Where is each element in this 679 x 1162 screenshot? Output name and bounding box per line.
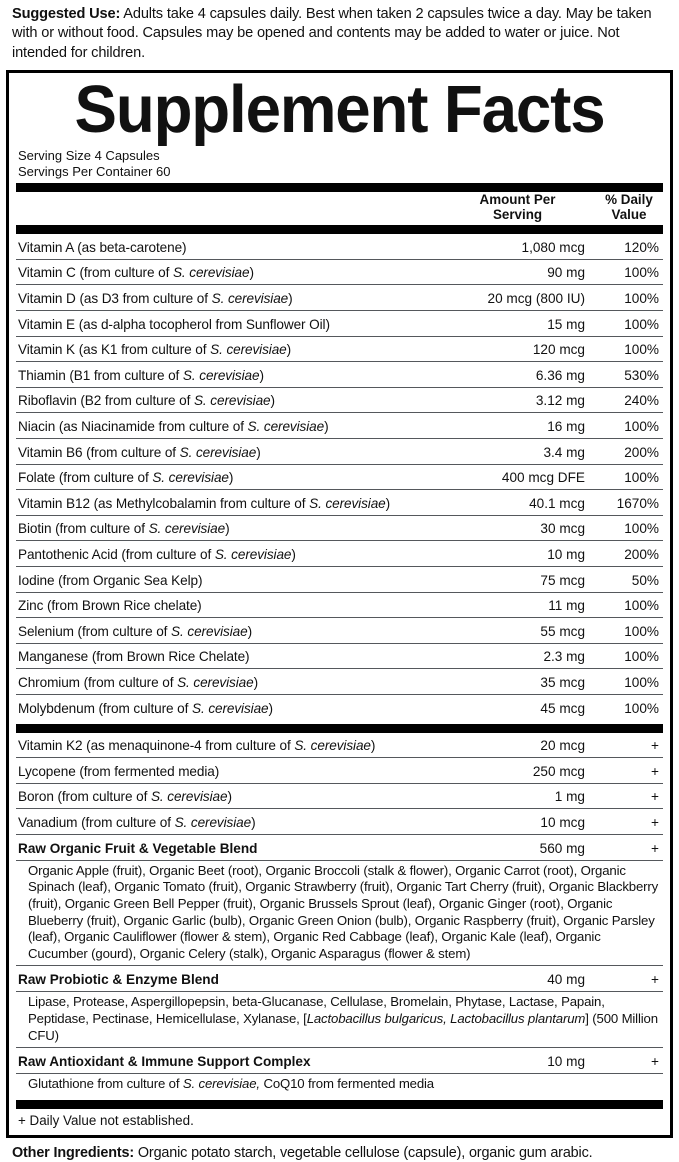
nutrient-daily-value: 100% xyxy=(595,515,663,541)
blend-row xyxy=(16,1048,663,1074)
page-title: Supplement Facts xyxy=(74,72,605,148)
blend-ingredients-row xyxy=(16,992,663,1048)
nutrient-daily-value: 100% xyxy=(595,285,663,311)
nutrient-name: Chromium (from culture of S. cerevisiae) xyxy=(16,669,440,695)
nutrient-daily-value: 100% xyxy=(595,592,663,618)
nutrition-table-secondary xyxy=(16,733,663,1096)
scientific-name: S. cerevisiae xyxy=(179,444,257,460)
nutrient-amount: 1 mg xyxy=(440,783,595,809)
blend-ingredients: Organic Apple (fruit), Organic Beet (root), Organic Broccoli (stalk & flower), Organic Carrot (root), Organic Spinach (leaf), Organic Tomato (fruit), Organic Strawberry (fruit), Organic Tart Cherry (fruit), Organic Blackberry (fruit), Organic Green Bell Pepper (fruit), Organic Brussels Sprout (leaf), Organic Ginger (root), Organic Blueberry (fruit), Organic Garlic (bulb), Organic Green Onion (bulb), Organic Raspberry (fruit), Organic Parsley (leaf), Organic Cauliflower (flower & stem), Organic Red Cabbage (leaf), Organic Kale (leaf), Organic Cucumber (gourd), Organic Celery (stalk), Organic Asparagus (flower & stem) xyxy=(16,860,663,966)
nutrient-name: Riboflavin (B2 from culture of S. cerevisiae) xyxy=(16,387,440,413)
nutrient-amount: 75 mcg xyxy=(440,566,595,592)
nutrient-amount: 16 mg xyxy=(440,413,595,439)
nutrient-amount: 55 mcg xyxy=(440,618,595,644)
column-header-amount xyxy=(440,192,595,222)
nutrient-amount: 40.1 mcg xyxy=(440,490,595,516)
amount-header-line1: Amount Per xyxy=(479,192,556,208)
scientific-name: S. cerevisiae xyxy=(171,623,248,639)
table-row xyxy=(16,362,663,388)
column-header-nutrient xyxy=(16,192,440,222)
nutrient-name: Vitamin D (as D3 from culture of S. cerevisiae) xyxy=(16,285,440,311)
nutrient-name: Zinc (from Brown Rice chelate) xyxy=(16,592,440,618)
nutrient-amount: 10 mg xyxy=(440,541,595,567)
nutrient-amount: 20 mcg (800 IU) xyxy=(440,285,595,311)
scientific-name: S. cerevisiae xyxy=(210,342,287,358)
table-row xyxy=(16,234,663,259)
scientific-name: S. cerevisiae xyxy=(247,418,325,434)
nutrient-amount: 35 mcg xyxy=(440,669,595,695)
nutrient-amount: 250 mcg xyxy=(440,758,595,784)
nutrient-daily-value: 1670% xyxy=(595,490,663,516)
nutrient-name: Vitamin K (as K1 from culture of S. cerevisiae) xyxy=(16,336,440,362)
supplement-facts-panel xyxy=(6,70,673,1138)
nutrient-amount: 20 mcg xyxy=(540,738,585,754)
dv-header-line2: Value xyxy=(611,207,647,223)
table-row xyxy=(16,285,663,311)
scientific-name: S. cerevisiae xyxy=(150,789,228,805)
nutrient-name: Molybdenum (from culture of S. cerevisiae) xyxy=(16,694,440,719)
nutrient-amount: 1,080 mcg xyxy=(521,239,585,255)
nutrient-name: Vitamin K2 (as menaquinone-4 from culture of S. cerevisiae) xyxy=(18,738,376,754)
table-row xyxy=(16,733,663,758)
nutrient-name: Vitamin C (from culture of S. cerevisiae) xyxy=(16,259,440,285)
scientific-name: S. cerevisiae xyxy=(174,814,252,830)
nutrient-amount: 2.3 mg xyxy=(440,643,595,669)
nutrient-name: Vitamin B6 (from culture of S. cerevisiae) xyxy=(16,438,440,464)
divider-thick-secondary xyxy=(16,724,663,733)
nutrient-name: Pantothenic Acid (from culture of S. cerevisiae) xyxy=(16,541,440,567)
blend-daily-value: + xyxy=(595,1048,663,1074)
nutrient-daily-value: 200% xyxy=(595,438,663,464)
nutrient-daily-value: 100% xyxy=(595,311,663,337)
nutrient-daily-value: 50% xyxy=(595,566,663,592)
table-row xyxy=(16,541,663,567)
divider-thick-bottom xyxy=(16,1100,663,1109)
scientific-name: S. cerevisiae xyxy=(152,470,229,486)
serving-info xyxy=(16,145,663,179)
nutrition-header-table xyxy=(16,192,663,222)
nutrient-amount: 120 mcg xyxy=(440,336,595,362)
nutrient-daily-value: 100% xyxy=(595,618,663,644)
amount-header-line2: Serving xyxy=(492,207,543,223)
nutrient-daily-value: 240% xyxy=(595,387,663,413)
nutrient-amount: 6.36 mg xyxy=(440,362,595,388)
scientific-name: S. cerevisiae xyxy=(214,546,292,562)
blend-ingredients-row xyxy=(16,860,663,966)
table-row xyxy=(16,618,663,644)
table-row xyxy=(16,783,663,809)
nutrient-daily-value: 120% xyxy=(624,239,659,255)
table-row xyxy=(16,413,663,439)
other-ingredients-block xyxy=(6,1138,673,1162)
nutrient-name: Vitamin E (as d-alpha tocopherol from Sunflower Oil) xyxy=(16,311,440,337)
nutrition-table-primary xyxy=(16,234,663,719)
blend-amount: 10 mg xyxy=(440,1048,595,1074)
nutrient-name: Niacin (as Niacinamide from culture of S. cerevisiae) xyxy=(16,413,440,439)
blend-row xyxy=(16,966,663,992)
blend-amount: 560 mg xyxy=(440,834,595,860)
dv-header-line1: % Daily xyxy=(605,192,653,208)
nutrient-name: Vitamin A (as beta-carotene) xyxy=(18,239,187,255)
table-row xyxy=(16,669,663,695)
blend-name: Raw Antioxidant & Immune Support Complex xyxy=(16,1048,440,1074)
scientific-name: S. cerevisiae, xyxy=(182,1076,260,1092)
blend-name: Raw Probiotic & Enzyme Blend xyxy=(16,966,440,992)
table-row xyxy=(16,809,663,835)
nutrient-amount: 30 mcg xyxy=(440,515,595,541)
nutrient-name: Iodine (from Organic Sea Kelp) xyxy=(16,566,440,592)
nutrient-daily-value: 100% xyxy=(595,336,663,362)
nutrient-daily-value: 100% xyxy=(595,464,663,490)
nutrient-name: Selenium (from culture of S. cerevisiae) xyxy=(16,618,440,644)
nutrient-daily-value: + xyxy=(595,809,663,835)
nutrient-amount: 3.4 mg xyxy=(440,438,595,464)
nutrient-name: Lycopene (from fermented media) xyxy=(16,758,440,784)
suggested-use-block xyxy=(6,0,673,63)
nutrient-daily-value: + xyxy=(595,758,663,784)
nutrient-name: Vanadium (from culture of S. cerevisiae) xyxy=(16,809,440,835)
table-row xyxy=(16,311,663,337)
nutrient-amount: 10 mcg xyxy=(440,809,595,835)
daily-value-footnote: + Daily Value not established. xyxy=(18,1112,194,1128)
blend-daily-value: + xyxy=(595,966,663,992)
scientific-name: Lactobacillus bulgaricus, Lactobacillus plantarum xyxy=(306,1011,586,1027)
nutrient-daily-value: 100% xyxy=(595,669,663,695)
table-row xyxy=(16,387,663,413)
blend-daily-value: + xyxy=(595,834,663,860)
table-row xyxy=(16,643,663,669)
other-ingredients-label: Other Ingredients: xyxy=(12,1144,135,1161)
serving-size: Serving Size 4 Capsules xyxy=(18,148,160,164)
nutrient-name: Vitamin B12 (as Methylcobalamin from culture of S. cerevisiae) xyxy=(16,490,440,516)
table-row xyxy=(16,438,663,464)
nutrient-daily-value: 200% xyxy=(595,541,663,567)
nutrient-name: Manganese (from Brown Rice Chelate) xyxy=(16,643,440,669)
servings-per-container: Servings Per Container 60 xyxy=(18,163,171,179)
nutrient-daily-value: 100% xyxy=(595,694,663,719)
table-row xyxy=(16,694,663,719)
nutrient-name: Boron (from culture of S. cerevisiae) xyxy=(16,783,440,809)
column-header-daily-value xyxy=(595,192,663,222)
nutrient-name: Folate (from culture of S. cerevisiae) xyxy=(16,464,440,490)
table-row xyxy=(16,490,663,516)
nutrient-amount: 11 mg xyxy=(440,592,595,618)
nutrient-daily-value: 530% xyxy=(595,362,663,388)
nutrient-daily-value: + xyxy=(651,738,659,754)
scientific-name: S. cerevisiae xyxy=(182,367,260,383)
divider-thick-top xyxy=(16,183,663,192)
scientific-name: S. cerevisiae xyxy=(309,495,386,511)
blend-ingredients-row xyxy=(16,1074,663,1096)
divider-thick-header xyxy=(16,225,663,234)
blend-ingredients: Lipase, Protease, Aspergillopepsin, beta-Glucanase, Cellulase, Bromelain, Phytase, Lactase, Papain, Peptidase, Pectinase, Hemicellulase, Xylanase, [Lactobacillus bulgaricus, Lactobacillus plantarum] (500 Million CFU) xyxy=(16,992,663,1048)
blend-row xyxy=(16,834,663,860)
blend-amount: 40 mg xyxy=(440,966,595,992)
table-row xyxy=(16,592,663,618)
nutrient-name: Biotin (from culture of S. cerevisiae) xyxy=(16,515,440,541)
suggested-use-label: Suggested Use: xyxy=(12,6,121,22)
suggested-use-text: Adults take 4 capsules daily. Best when taken 2 capsules twice a day. May be taken with or without food. Capsules may be opened and contents may be added to water or juice. Not intended for children. xyxy=(12,6,652,61)
nutrient-amount: 90 mg xyxy=(440,259,595,285)
table-row xyxy=(16,336,663,362)
table-row xyxy=(16,566,663,592)
nutrient-amount: 15 mg xyxy=(440,311,595,337)
table-row xyxy=(16,515,663,541)
blend-ingredients: Glutathione from culture of S. cerevisiae, CoQ10 from fermented media xyxy=(16,1074,663,1096)
table-row xyxy=(16,758,663,784)
table-row xyxy=(16,259,663,285)
nutrient-daily-value: 100% xyxy=(595,259,663,285)
table-header-row xyxy=(16,192,663,222)
nutrient-amount: 400 mcg DFE xyxy=(440,464,595,490)
nutrient-daily-value: + xyxy=(595,783,663,809)
scientific-name: S. cerevisiae xyxy=(177,674,254,690)
nutrient-name: Thiamin (B1 from culture of S. cerevisiae) xyxy=(16,362,440,388)
scientific-name: S. cerevisiae xyxy=(192,700,269,716)
scientific-name: S. cerevisiae xyxy=(172,265,250,281)
other-ingredients-text: Organic potato starch, vegetable cellulose (capsule), organic gum arabic. xyxy=(134,1144,593,1161)
nutrient-amount: 45 mcg xyxy=(440,694,595,719)
scientific-name: S. cerevisiae xyxy=(294,738,371,754)
nutrient-daily-value: 100% xyxy=(595,413,663,439)
nutrient-amount: 3.12 mg xyxy=(440,387,595,413)
scientific-name: S. cerevisiae xyxy=(211,291,289,306)
table-row xyxy=(16,464,663,490)
scientific-name: S. cerevisiae xyxy=(148,521,226,537)
nutrient-daily-value: 100% xyxy=(595,643,663,669)
scientific-name: S. cerevisiae xyxy=(193,393,271,409)
blend-name: Raw Organic Fruit & Vegetable Blend xyxy=(16,834,440,860)
